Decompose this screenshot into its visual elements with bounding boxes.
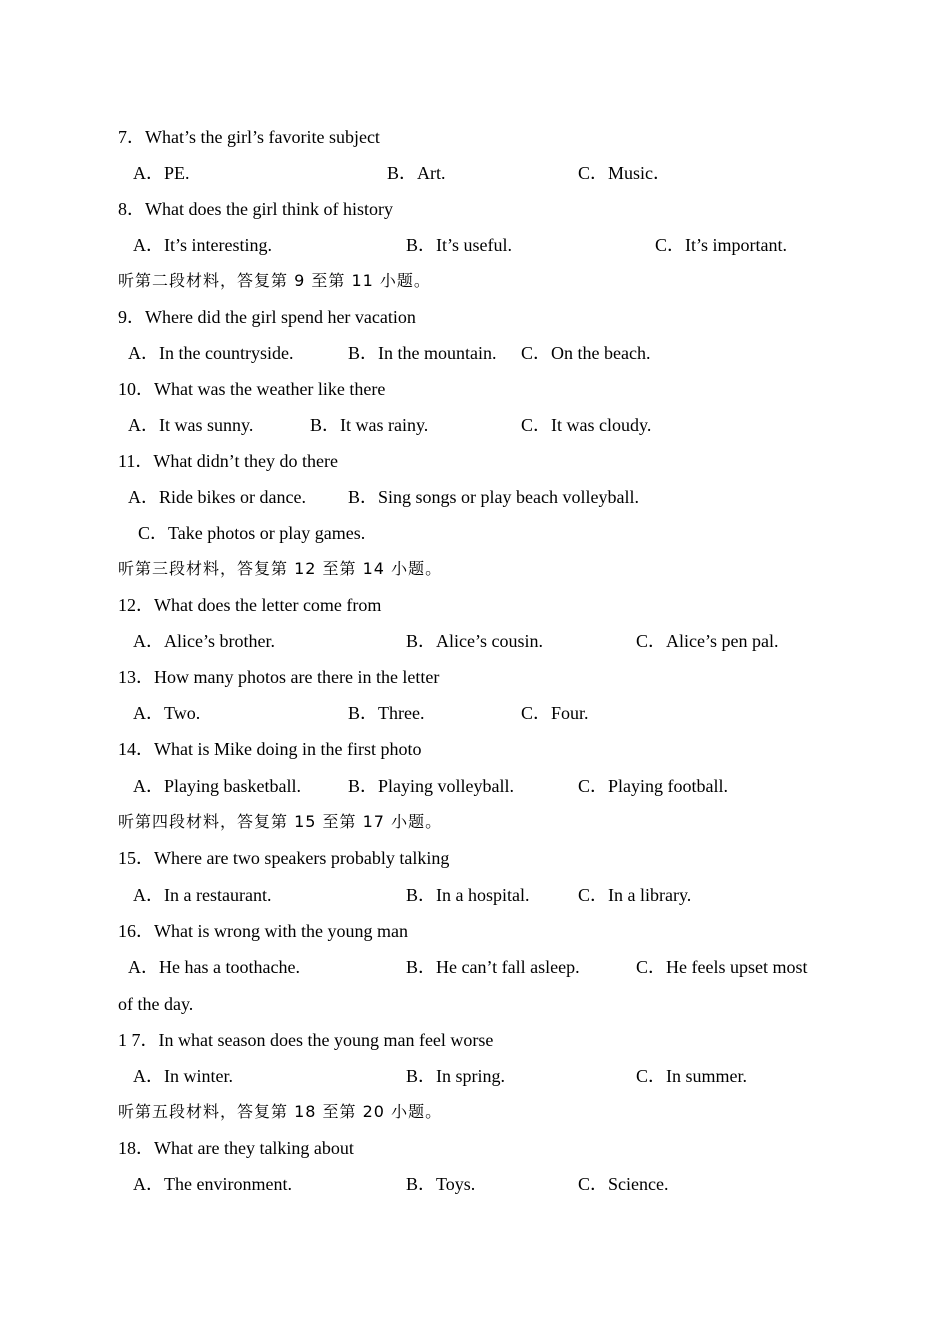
question-18-option-c: C．Science. — [578, 1174, 669, 1194]
question-11-option-c: C．Take photos or play games. — [138, 523, 366, 543]
question-13-option-b: B．Three. — [348, 703, 425, 723]
question-13-stem: 13．How many photos are there in the letter — [118, 667, 440, 687]
question-11-stem: 11．What didn’t they do there — [118, 451, 338, 471]
question-13-option-a: A．Two. — [133, 703, 201, 723]
question-17-stem: 1 7．In what season does the young man feel worse — [118, 1030, 494, 1050]
question-14-option-c: C．Playing football. — [578, 776, 728, 796]
section-3-instruction: 听第三段材料，答复第 12 至第 14 小题。 — [118, 559, 443, 578]
question-8-stem: 8．What does the girl think of history — [118, 199, 393, 219]
question-9-stem: 9．Where did the girl spend her vacation — [118, 307, 416, 327]
question-10-option-b: B．It was rainy. — [310, 415, 429, 435]
question-16-option-a: A．He has a toothache. — [128, 957, 300, 977]
question-17-option-c: C．In summer. — [636, 1066, 747, 1086]
section-5-instruction: 听第五段材料，答复第 18 至第 20 小题。 — [118, 1102, 443, 1121]
question-12-stem: 12．What does the letter come from — [118, 595, 382, 615]
section-4-instruction: 听第四段材料，答复第 15 至第 17 小题。 — [118, 812, 443, 831]
section-2-instruction: 听第二段材料，答复第 9 至第 11 小题。 — [118, 271, 431, 290]
question-18-option-a: A．The environment. — [133, 1174, 292, 1194]
question-10-option-a: A．It was sunny. — [128, 415, 254, 435]
question-16-option-c: C．He feels upset most — [636, 957, 808, 977]
question-11-option-a: A．Ride bikes or dance. — [128, 487, 306, 507]
question-9-option-b: B．In the mountain. — [348, 343, 497, 363]
question-12-option-a: A．Alice’s brother. — [133, 631, 275, 651]
question-16-option-b: B．He can’t fall asleep. — [406, 957, 580, 977]
question-8-option-c: C．It’s important. — [655, 235, 787, 255]
question-17-option-a: A．In winter. — [133, 1066, 233, 1086]
question-7-option-b: B．Art. — [387, 163, 446, 183]
question-10-option-c: C．It was cloudy. — [521, 415, 652, 435]
question-15-stem: 15．Where are two speakers probably talking — [118, 848, 450, 868]
question-15-option-c: C．In a library. — [578, 885, 692, 905]
question-16-option-c-continued: of the day. — [118, 994, 194, 1014]
question-14-stem: 14．What is Mike doing in the first photo — [118, 739, 422, 759]
question-18-stem: 18．What are they talking about — [118, 1138, 354, 1158]
question-9-option-c: C．On the beach. — [521, 343, 651, 363]
question-14-option-a: A．Playing basketball. — [133, 776, 301, 796]
question-12-option-b: B．Alice’s cousin. — [406, 631, 543, 651]
question-11-option-b: B．Sing songs or play beach volleyball. — [348, 487, 639, 507]
question-14-option-b: B．Playing volleyball. — [348, 776, 514, 796]
question-15-option-a: A．In a restaurant. — [133, 885, 272, 905]
question-13-option-c: C．Four. — [521, 703, 589, 723]
question-18-option-b: B．Toys. — [406, 1174, 476, 1194]
question-10-stem: 10．What was the weather like there — [118, 379, 386, 399]
question-9-option-a: A．In the countryside. — [128, 343, 294, 363]
question-7-option-c: C．Music． — [578, 163, 672, 183]
question-17-option-b: B．In spring. — [406, 1066, 505, 1086]
question-8-option-a: A．It’s interesting. — [133, 235, 272, 255]
question-15-option-b: B．In a hospital. — [406, 885, 530, 905]
question-7-option-a: A．PE. — [133, 163, 190, 183]
question-12-option-c: C．Alice’s pen pal. — [636, 631, 779, 651]
question-8-option-b: B．It’s useful. — [406, 235, 512, 255]
question-16-stem: 16．What is wrong with the young man — [118, 921, 408, 941]
question-7-stem: 7．What’s the girl’s favorite subject — [118, 127, 380, 147]
